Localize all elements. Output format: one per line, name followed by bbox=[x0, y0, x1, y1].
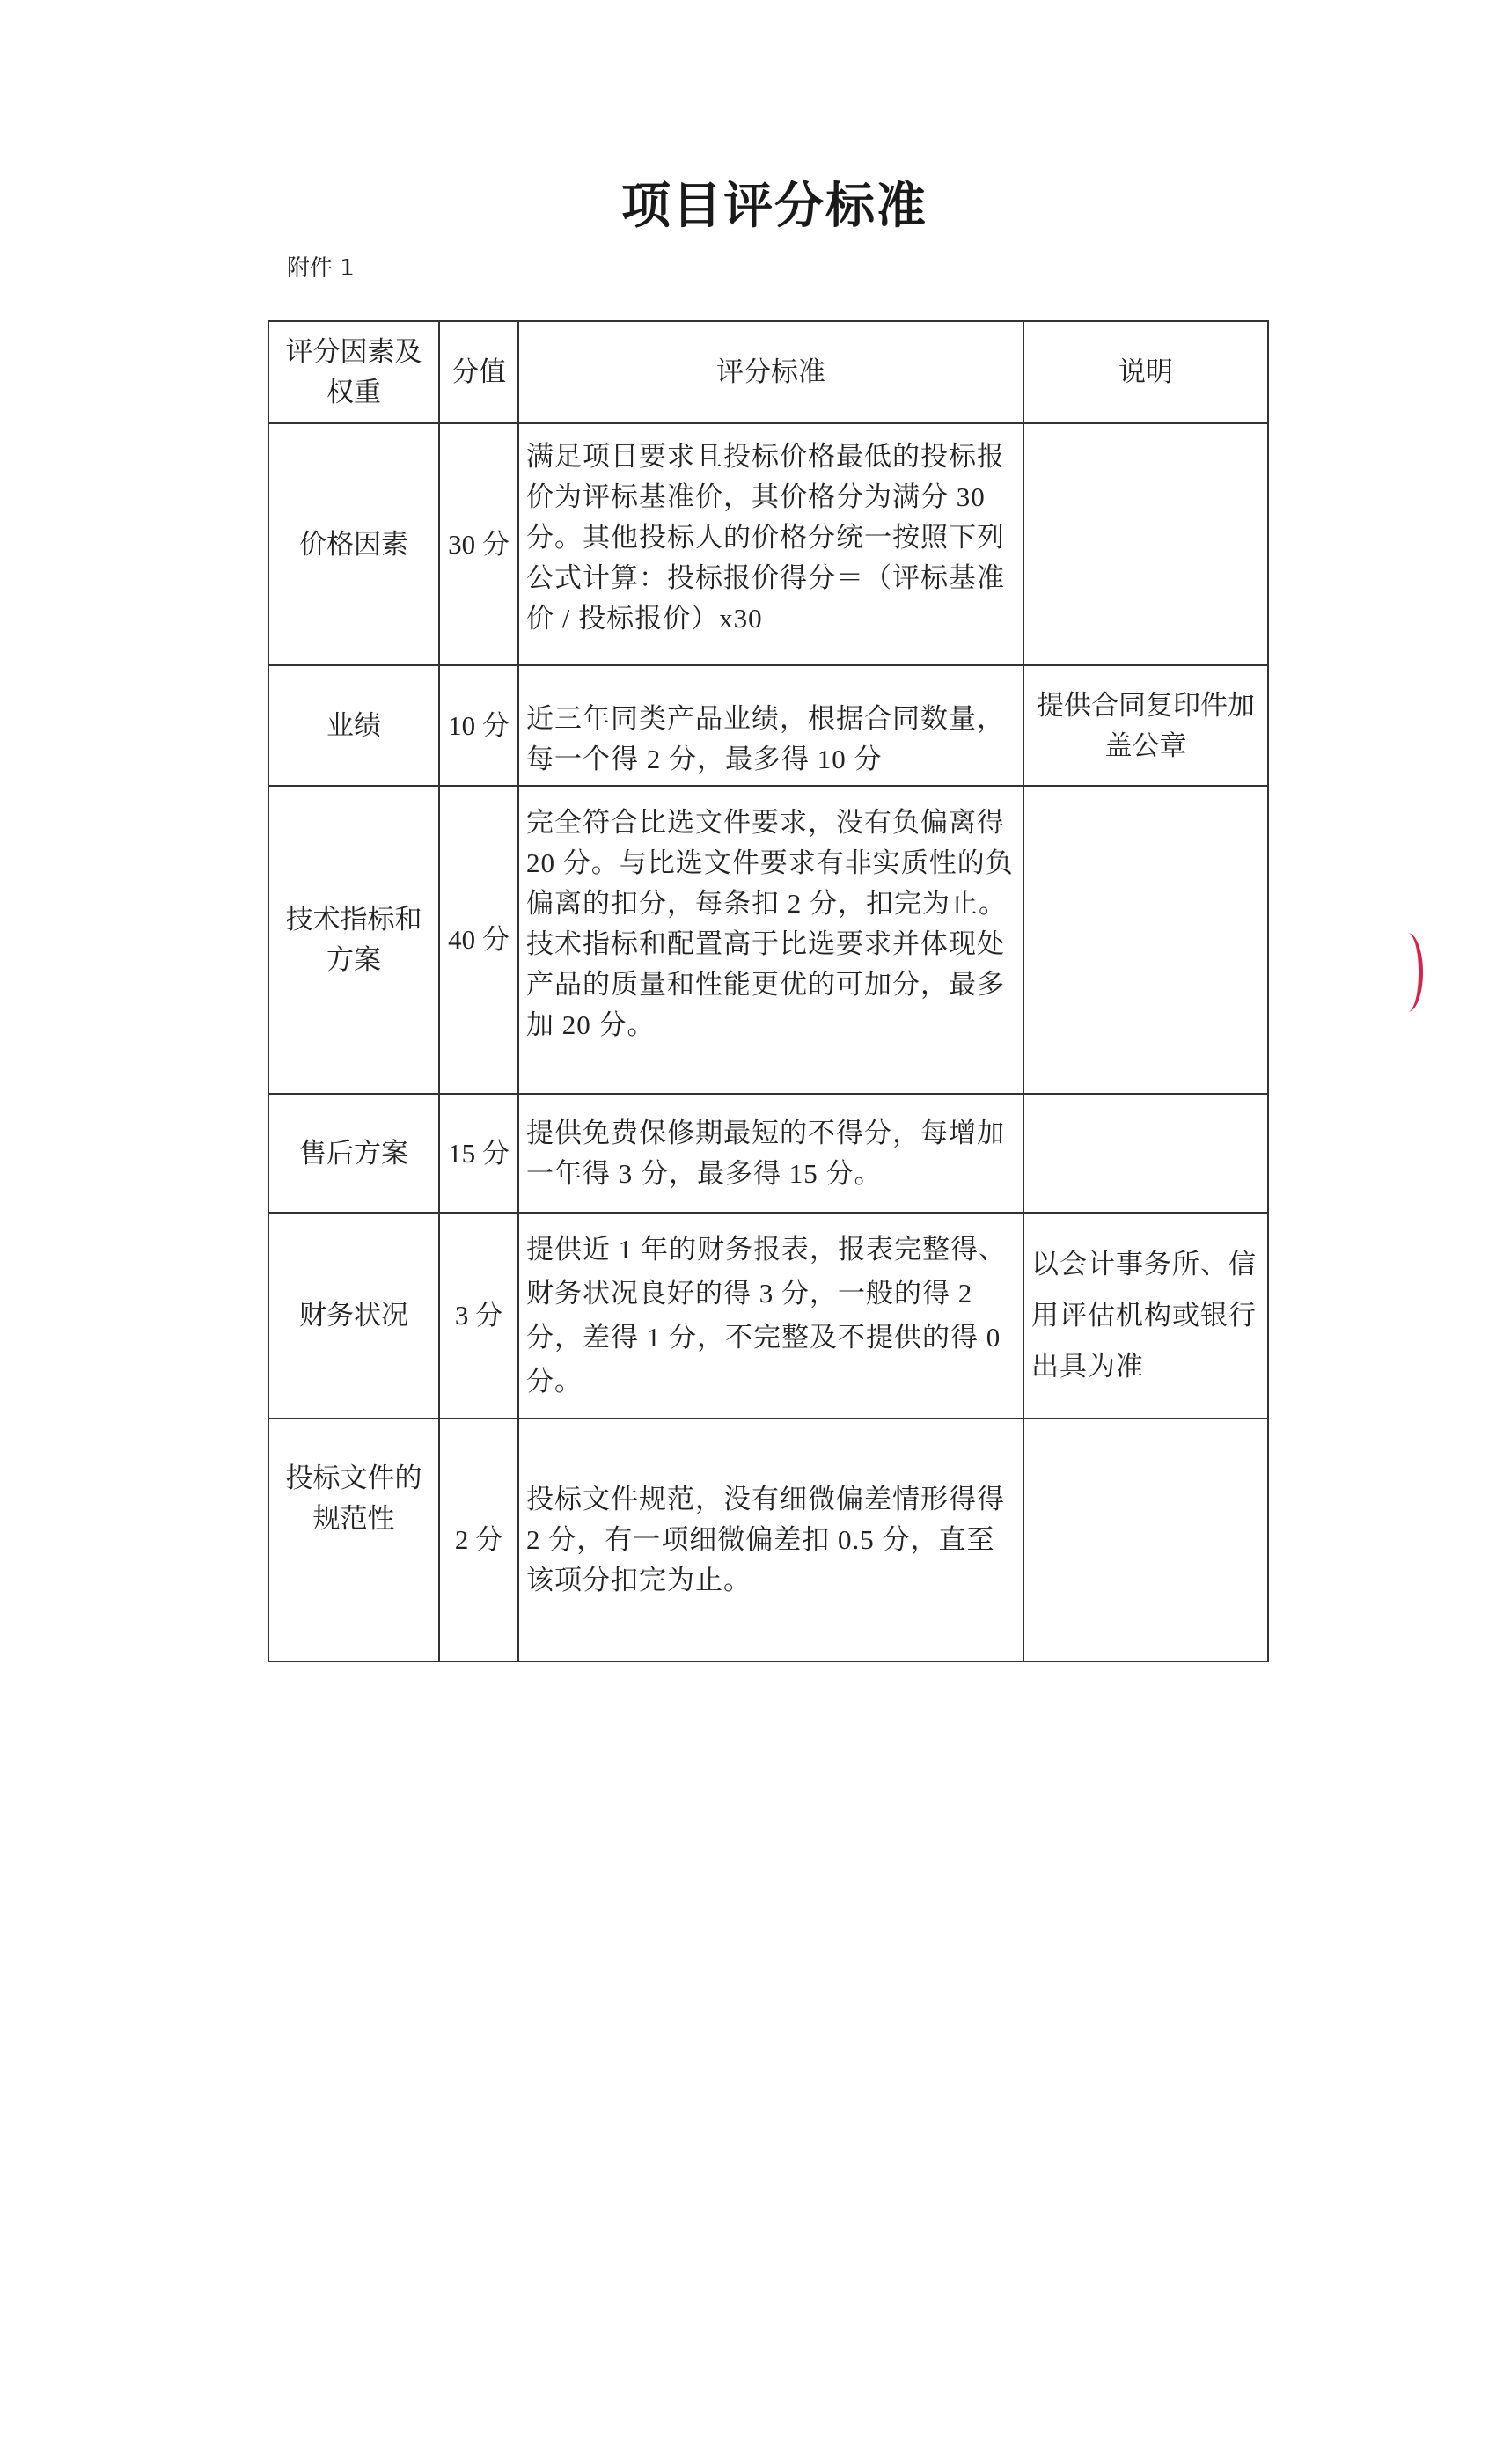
row-factor: 售后方案 bbox=[268, 1094, 439, 1213]
row-note: 提供合同复印件加盖公章 bbox=[1023, 665, 1268, 786]
row-score: 40 分 bbox=[439, 786, 518, 1094]
table-row bbox=[268, 1094, 1268, 1213]
row-score: 10 分 bbox=[439, 665, 518, 786]
table-row bbox=[268, 423, 1268, 665]
row-note bbox=[1023, 423, 1268, 665]
row-criteria: 提供近 1 年的财务报表，报表完整得、财务状况良好的得 3 分，一般的得 2 分，差得 1 分，不完整及不提供的得 0 分。 bbox=[518, 1213, 1023, 1419]
row-note bbox=[1023, 1419, 1268, 1661]
table-row bbox=[268, 665, 1268, 786]
row-note: 以会计事务所、信用评估机构或银行出具为准 bbox=[1023, 1213, 1268, 1419]
row-factor: 业绩 bbox=[268, 665, 439, 786]
page-title: 项目评分标准 bbox=[621, 178, 928, 235]
table-header-row bbox=[268, 321, 1268, 423]
header-factor: 评分因素及权重 bbox=[268, 321, 439, 423]
row-criteria: 满足项目要求且投标价格最低的投标报价为评标基准价，其价格分为满分 30 分。其他投标人的价格分统一按照下列公式计算：投标报价得分＝（评标基准价 / 投标报价）x30 bbox=[518, 423, 1023, 665]
header-criteria: 评分标准 bbox=[518, 321, 1023, 423]
row-score: 30 分 bbox=[439, 423, 518, 665]
row-factor: 财务状况 bbox=[268, 1213, 439, 1419]
table-row bbox=[268, 1419, 1268, 1661]
row-criteria: 近三年同类产品业绩，根据合同数量，每一个得 2 分，最多得 10 分 bbox=[518, 665, 1023, 786]
row-note bbox=[1023, 1094, 1268, 1213]
table-row bbox=[268, 786, 1268, 1094]
header-note: 说明 bbox=[1023, 321, 1268, 423]
row-criteria: 完全符合比选文件要求，没有负偏离得 20 分。与比选文件要求有非实质性的负偏离的扣分，每条扣 2 分，扣完为止。技术指标和配置高于比选要求并体现处产品的质量和性能更优的可加分，最多加 20 分。 bbox=[518, 786, 1023, 1094]
table-row bbox=[268, 1213, 1268, 1419]
row-factor: 价格因素 bbox=[268, 423, 439, 665]
row-criteria: 提供免费保修期最短的不得分，每增加一年得 3 分，最多得 15 分。 bbox=[518, 1094, 1023, 1213]
red-ink-mark bbox=[1392, 933, 1423, 1012]
row-criteria: 投标文件规范，没有细微偏差情形得得 2 分，有一项细微偏差扣 0.5 分，直至该项分扣完为止。 bbox=[518, 1419, 1023, 1661]
row-score: 2 分 bbox=[439, 1419, 518, 1661]
scoring-table bbox=[268, 320, 1269, 1662]
row-score: 3 分 bbox=[439, 1213, 518, 1419]
attachment-label: 附件 1 bbox=[287, 255, 355, 282]
row-score: 15 分 bbox=[439, 1094, 518, 1213]
row-note bbox=[1023, 786, 1268, 1094]
row-factor: 投标文件的规范性 bbox=[268, 1419, 439, 1661]
row-factor: 技术指标和方案 bbox=[268, 786, 439, 1094]
header-score: 分值 bbox=[439, 321, 518, 423]
